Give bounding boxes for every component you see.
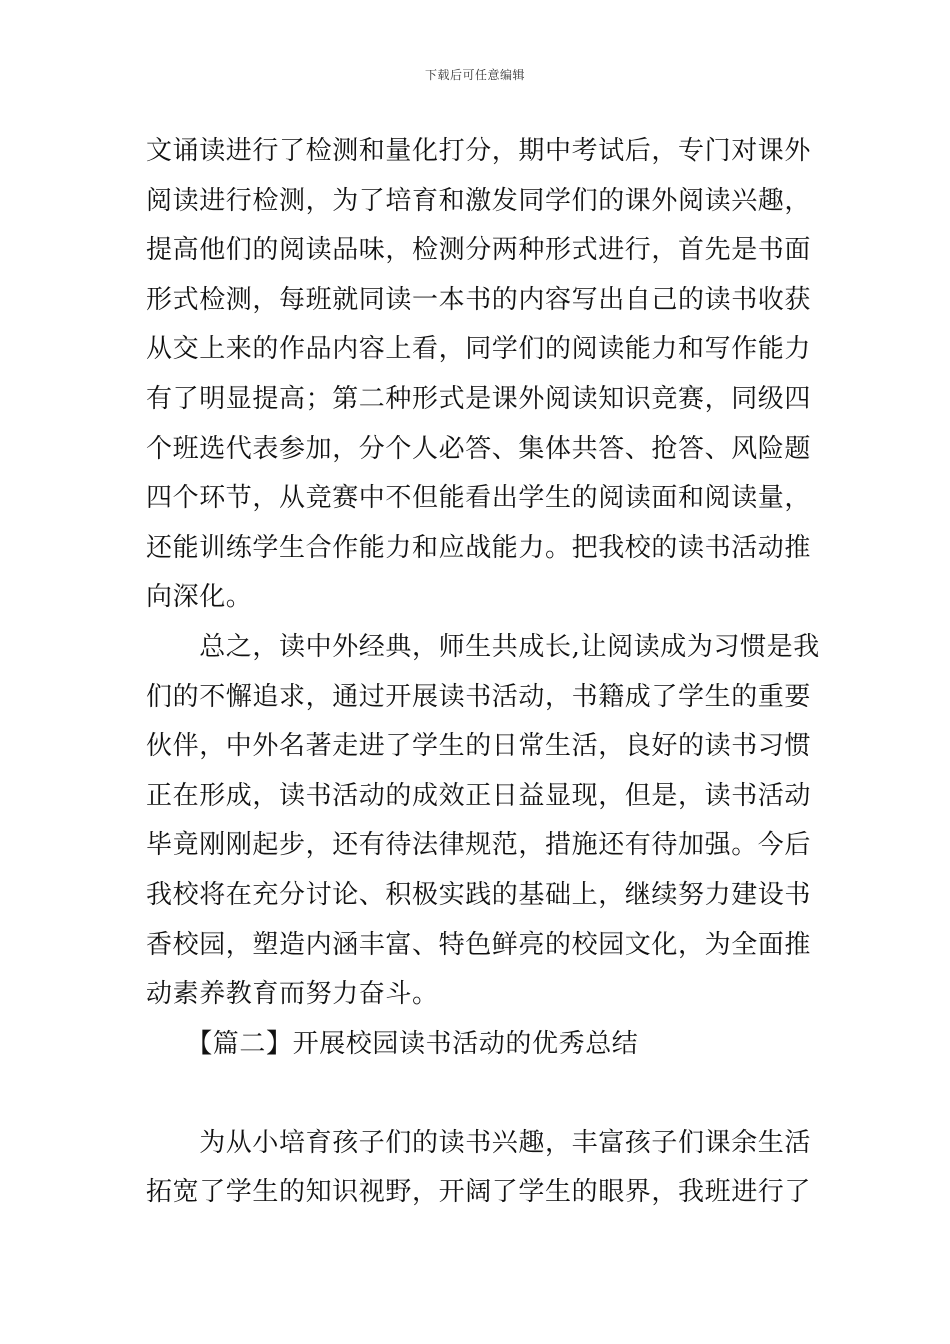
paragraph-line: 们的不懈追求，通过开展读书活动，书籍成了学生的重要 bbox=[146, 681, 812, 712]
paragraph-line: 伙伴，中外名著走进了学生的日常生活，良好的读书习惯 bbox=[146, 731, 812, 762]
paragraph-line: 拓宽了学生的知识视野，开阔了学生的眼界，我班进行了 bbox=[146, 1177, 812, 1208]
paragraph-line: 为从小培育孩子们的读书兴趣，丰富孩子们课余生活 bbox=[146, 1127, 812, 1158]
blank-line bbox=[146, 1069, 806, 1119]
paragraph-line: 个班选代表参加，分个人必答、集体共答、抢答、风险题 bbox=[146, 433, 812, 464]
paragraph-line: 有了明显提高；第二种形式是课外阅读知识竞赛，同级四 bbox=[146, 383, 812, 414]
document-body bbox=[146, 127, 820, 1218]
paragraph-line: 形式检测，每班就同读一本书的内容写出自己的读书收获 bbox=[146, 284, 812, 315]
paragraph-line: 向深化。 bbox=[146, 582, 253, 613]
paragraph-line: 提高他们的阅读品味，检测分两种形式进行，首先是书面 bbox=[146, 235, 812, 266]
paragraph-line: 我校将在充分讨论、积极实践的基础上，继续努力建设书 bbox=[146, 879, 812, 910]
paragraph-line: 阅读进行检测，为了培育和激发同学们的课外阅读兴趣， bbox=[146, 185, 812, 216]
paragraph-line: 动素养教育而努力奋斗。 bbox=[146, 979, 439, 1010]
paragraph-line: 文诵读进行了检测和量化打分，期中考试后，专门对课外 bbox=[146, 136, 812, 166]
paragraph-line: 香校园，塑造内涵丰富、特色鲜亮的校园文化，为全面推 bbox=[146, 929, 812, 960]
paragraph-line: 正在形成，读书活动的成效正日益显现，但是，读书活动 bbox=[146, 780, 812, 811]
paragraph-line: 从交上来的作品内容上看，同学们的阅读能力和写作能力 bbox=[146, 334, 812, 365]
paragraph-line: 还能训练学生合作能力和应战能力。把我校的读书活动推 bbox=[146, 532, 812, 563]
paragraph-line: 四个环节，从竞赛中不但能看出学生的阅读面和阅读量， bbox=[146, 483, 812, 514]
paragraph-line: 毕竟刚刚起步，还有待法律规范，措施还有待加强。今后 bbox=[146, 830, 812, 861]
paragraph-line: 总之，读中外经典，师生共成长,让阅读成为习惯是我 bbox=[146, 631, 820, 662]
header-note: 下载后可任意编辑 bbox=[424, 68, 525, 82]
section-heading: 【篇二】开展校园读书活动的优秀总结 bbox=[146, 1028, 639, 1059]
